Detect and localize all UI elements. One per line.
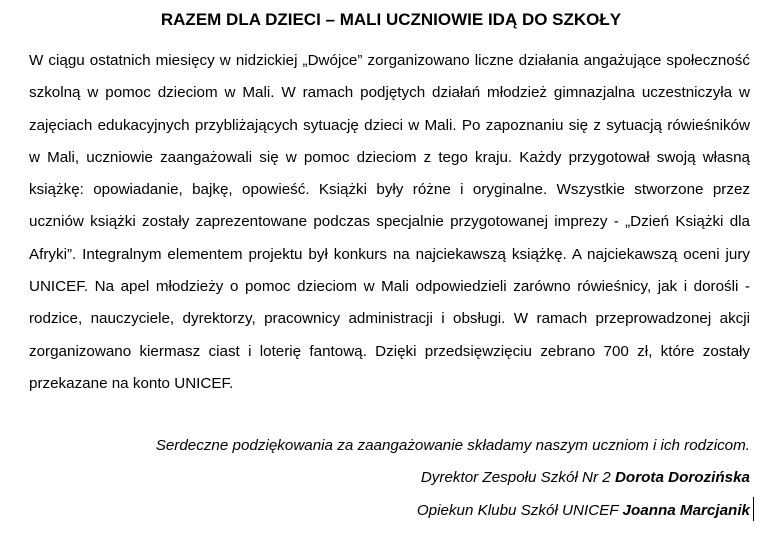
body-paragraph[interactable]: W ciągu ostatnich miesięcy w nidzickiej „Dwójce” zorganizowano liczne działania angażujące społeczność szkolną w pomoc dzieciom w Mali. W ramach podjętych działań młodzież gimnazjalna uczestniczyła w zajęciach edukacyjnych przybliżających sytuację dzieci w Mali. Po zapoznaniu się z sytuacją rówieśników w Mali, uczniowie zaangażowali się w pomoc dzieciom z tego kraju. Każdy przygotował swoją własną książkę: opowiadanie, bajkę, opowieść. Książki były różne i oryginalne. Wszystkie stworzone przez uczniów książki zostały zaprezentowane podczas specjalnie przygotowanej imprezy - „Dzień Książki dla Afryki”. Integralnym elementem projektu był konkurs na najciekawszą książkę. A najciekawszą oceni jury UNICEF. Na apel młodzieży o pomoc dzieciom w Mali odpowiedzieli zarówno rówieśnicy, jak i dorośli - rodzice, nauczyciele, dyrektorzy, pracownicy administracji i obsługi. W ramach przeprowadzonej akcji zorganizowano kiermasz ciast i loterię fantową. Dzięki przedsięwzięciu zebrano 700 zł, które zostały przekazane na konto UNICEF. (29, 52, 750, 392)
coordinator-role: Opiekun Klubu Szkół UNICEF (416, 502, 619, 519)
coordinator-signature (29, 501, 750, 521)
thanks-line: Serdeczne podziękowania za zaangażowanie składamy naszym uczniom i ich rodzicom. (155, 437, 750, 454)
director-signature (29, 468, 750, 488)
director-role: Dyrektor Zespołu Szkół Nr 2 (420, 469, 611, 486)
document-title: RAZEM DLA DZIECI – MALI UCZNIOWIE IDĄ DO SZKOŁY (160, 10, 622, 29)
director-name: Dorota Dorozińska (614, 469, 750, 486)
text-cursor (753, 497, 754, 521)
coordinator-name: Joanna Marcjanik (622, 502, 750, 519)
